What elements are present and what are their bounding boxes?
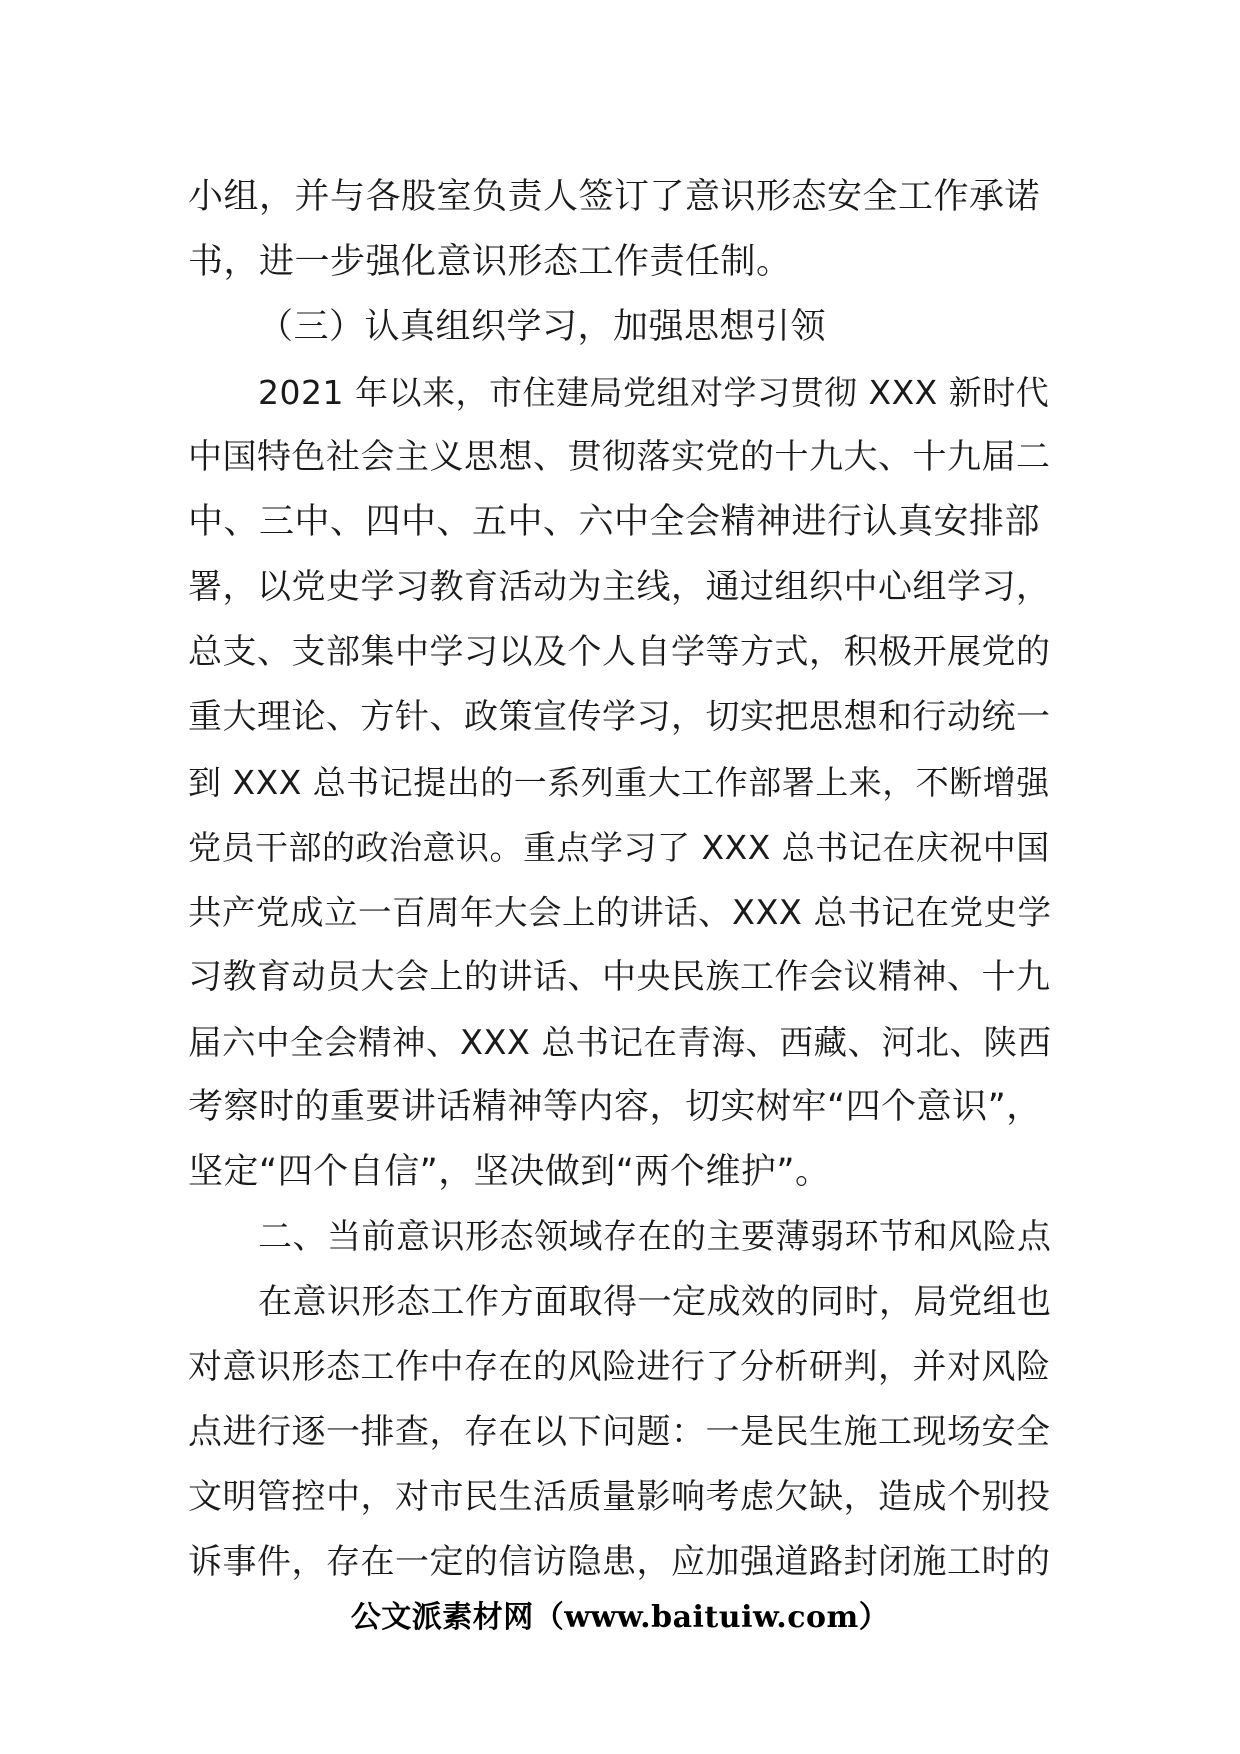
text-line: 小组，并与各股室负责人签订了意识形态安全工作承诺 xyxy=(188,177,1041,217)
text-line: （三）认真组织学习，加强思想引领 xyxy=(258,307,827,347)
text-line: 届六中全会精神、XXX 总书记在青海、西藏、河北、陕西 xyxy=(188,1023,1052,1062)
text-line: 在意识形态工作方面取得一定成效的同时，局党组也 xyxy=(258,1282,1052,1322)
footer-watermark: 公文派素材网（www.baituiw.com） xyxy=(350,1600,890,1635)
text-line: 考察时的重要讲话精神等内容，切实树牢“四个意识”， xyxy=(188,1087,1042,1127)
text-line: 习教育动员大会上的讲话、中央民族工作会议精神、十九 xyxy=(188,957,1051,997)
text-line: 中、三中、四中、五中、六中全会精神进行认真安排部 xyxy=(188,502,1041,542)
text-line: 点进行逐一排查，存在以下问题：一是民生施工现场安全 xyxy=(188,1412,1051,1452)
text-line: 坚定“四个自信”，坚决做到“两个维护”。 xyxy=(188,1152,831,1192)
text-line: 2021 年以来，市住建局党组对学习贯彻 XXX 新时代 xyxy=(258,373,1050,412)
text-line: 对意识形态工作中存在的风险进行了分析研判，并对风险 xyxy=(188,1347,1051,1387)
document-body xyxy=(188,165,1058,1595)
text-line: 总支、支部集中学习以及个人自学等方式，积极开展党的 xyxy=(188,632,1051,672)
text-line: 署，以党史学习教育活动为主线，通过组织中心组学习， xyxy=(188,567,1051,607)
text-line: 到 XXX 总书记提出的一系列重大工作部署上来，不断增强 xyxy=(188,763,1050,802)
text-line: 二、当前意识形态领域存在的主要薄弱环节和风险点 xyxy=(258,1217,1052,1257)
text-line: 中国特色社会主义思想、贯彻落实党的十九大、十九届二 xyxy=(188,437,1051,477)
text-line: 文明管控中，对市民生活质量影响考虑欠缺，造成个别投 xyxy=(188,1477,1051,1517)
text-line: 党员干部的政治意识。重点学习了 XXX 总书记在庆祝中国 xyxy=(188,828,1050,867)
text-line: 共产党成立一百周年大会上的讲话、XXX 总书记在党史学 xyxy=(188,893,1052,932)
text-line: 诉事件，存在一定的信访隐患，应加强道路封闭施工时的 xyxy=(188,1542,1051,1582)
text-line: 重大理论、方针、政策宣传学习，切实把思想和行动统一 xyxy=(188,697,1051,737)
text-line: 书，进一步强化意识形态工作责任制。 xyxy=(188,242,792,282)
